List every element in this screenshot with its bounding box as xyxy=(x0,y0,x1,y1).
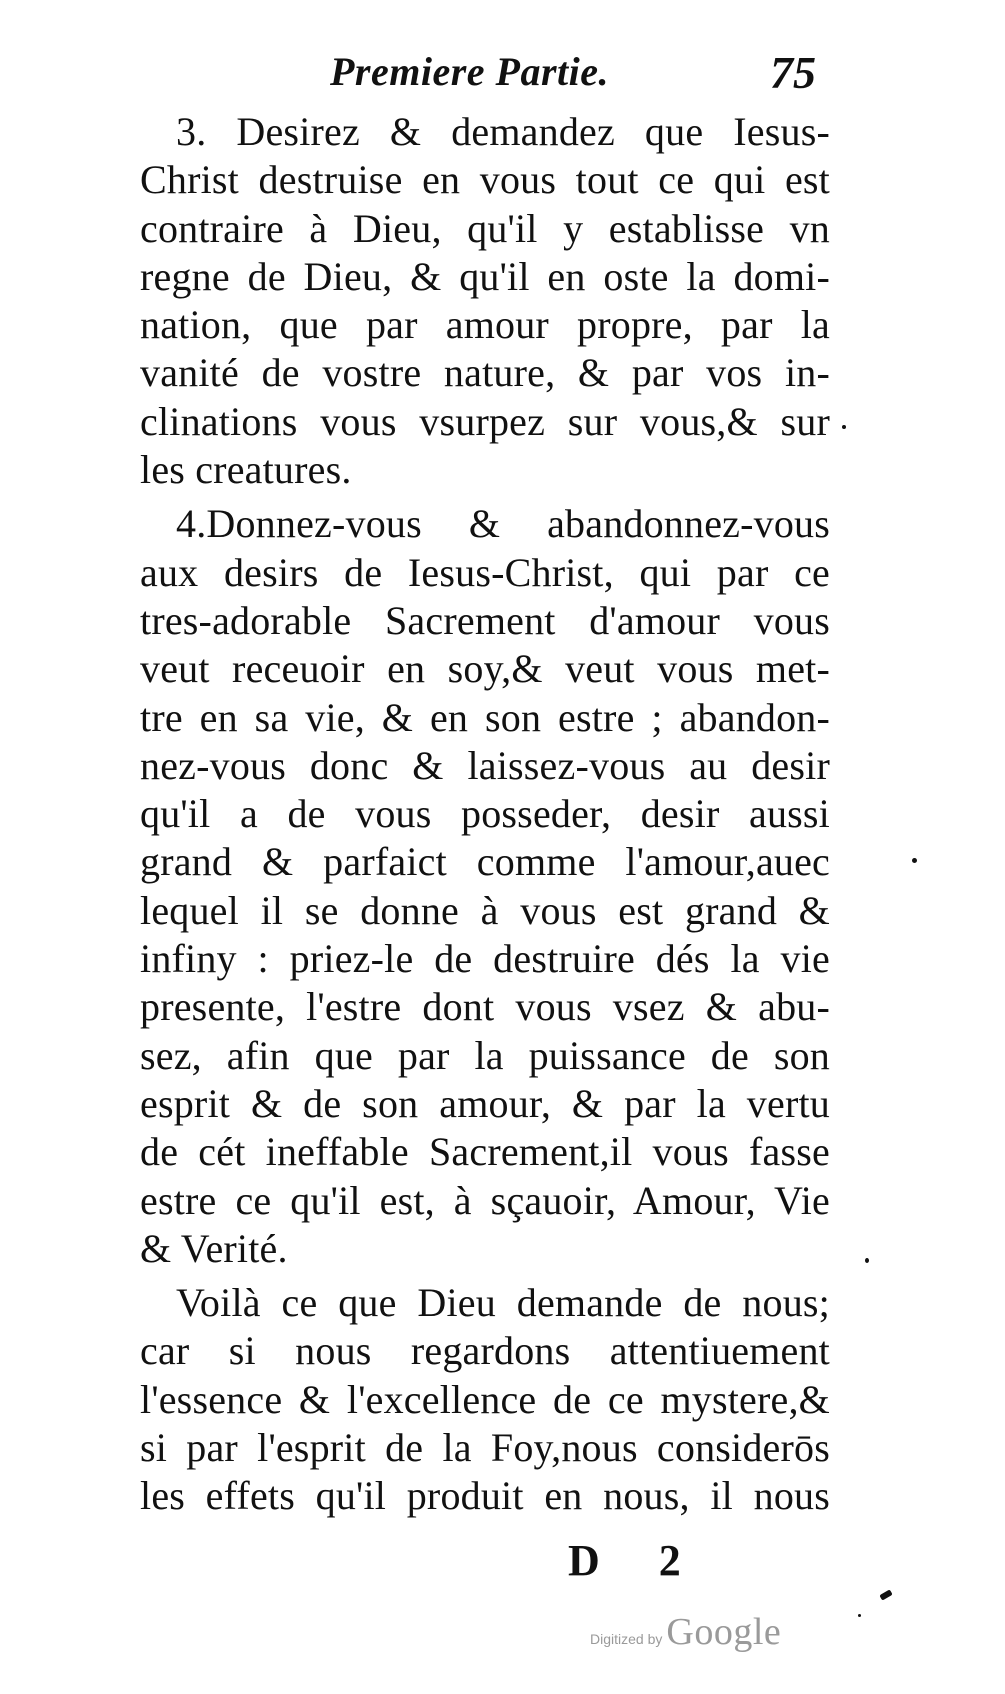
running-head: Premiere Partie. xyxy=(330,49,610,94)
text-line: clinations vous vsurpez sur vous,& sur xyxy=(140,398,830,444)
text-line: 4.Donnez-vous & abandonnez-vous xyxy=(176,501,830,547)
text-line: contraire à Dieu, qu'il y establisse vn xyxy=(140,205,830,251)
text-line: qu'il a de vous posseder, desir aussi xyxy=(140,791,830,837)
body-text xyxy=(140,108,830,1521)
text-line: Voilà ce que Dieu demande de nous; xyxy=(176,1280,830,1326)
scan-speck xyxy=(865,1258,869,1263)
text-line: esprit & de son amour, & par la vertu xyxy=(140,1080,830,1126)
text-line: aux desirs de Iesus-Christ, qui par ce xyxy=(140,549,830,595)
scan-speck xyxy=(912,858,917,863)
text-line: car si nous regardons attentiuement xyxy=(140,1328,830,1374)
text-line: l'essence & l'excellence de ce mystere,& xyxy=(140,1376,830,1422)
text-line: regne de Dieu, & qu'il en oste la domi- xyxy=(140,253,830,299)
text-line: Christ destruise en vous tout ce qui est xyxy=(140,157,830,203)
text-line: estre ce qu'il est, à sçauoir, Amour, Vie xyxy=(140,1177,830,1223)
text-line: & Verité. xyxy=(140,1225,288,1271)
text-line: nation, que par amour propre, par la xyxy=(140,302,830,348)
text-line: de cét ineffable Sacrement,il vous fasse xyxy=(140,1129,830,1175)
watermark-prefix: Digitized by xyxy=(590,1631,663,1647)
scan-speck xyxy=(842,425,846,429)
text-line: 3. Desirez & demandez que Iesus- xyxy=(176,109,830,154)
text-line: lequel il se donne à vous est grand & xyxy=(140,887,830,933)
watermark-brand: Google xyxy=(666,1611,782,1653)
scan-speck xyxy=(879,1589,892,1600)
text-line: tres-adorable Sacrement d'amour vous xyxy=(140,597,830,643)
signature-mark: D 2 xyxy=(568,1536,705,1585)
text-line: grand & parfaict comme l'amour,auec xyxy=(140,839,830,885)
text-line: si par l'esprit de la Foy,nous considerōs xyxy=(140,1425,830,1471)
text-line: vanité de vostre nature, & par vos in- xyxy=(140,350,830,396)
text-line: tre en sa vie, & en son estre ; abandon- xyxy=(140,694,830,740)
digitized-watermark xyxy=(590,1610,781,1654)
text-line: nez-vous donc & laissez-vous au desir xyxy=(140,742,830,788)
text-line: les effets qu'il produit en nous, il nous xyxy=(140,1473,830,1519)
text-line: veut receuoir en soy,& veut vous met- xyxy=(140,646,830,692)
text-line: sez, afin que par la puissance de son xyxy=(140,1032,830,1078)
page-number: 75 xyxy=(770,47,816,98)
text-line: presente, l'estre dont vous vsez & abu- xyxy=(140,984,830,1030)
text-line: infiny : priez-le de destruire dés la vie xyxy=(140,936,830,982)
text-line: les creatures. xyxy=(140,447,352,493)
scan-speck xyxy=(858,1614,861,1617)
